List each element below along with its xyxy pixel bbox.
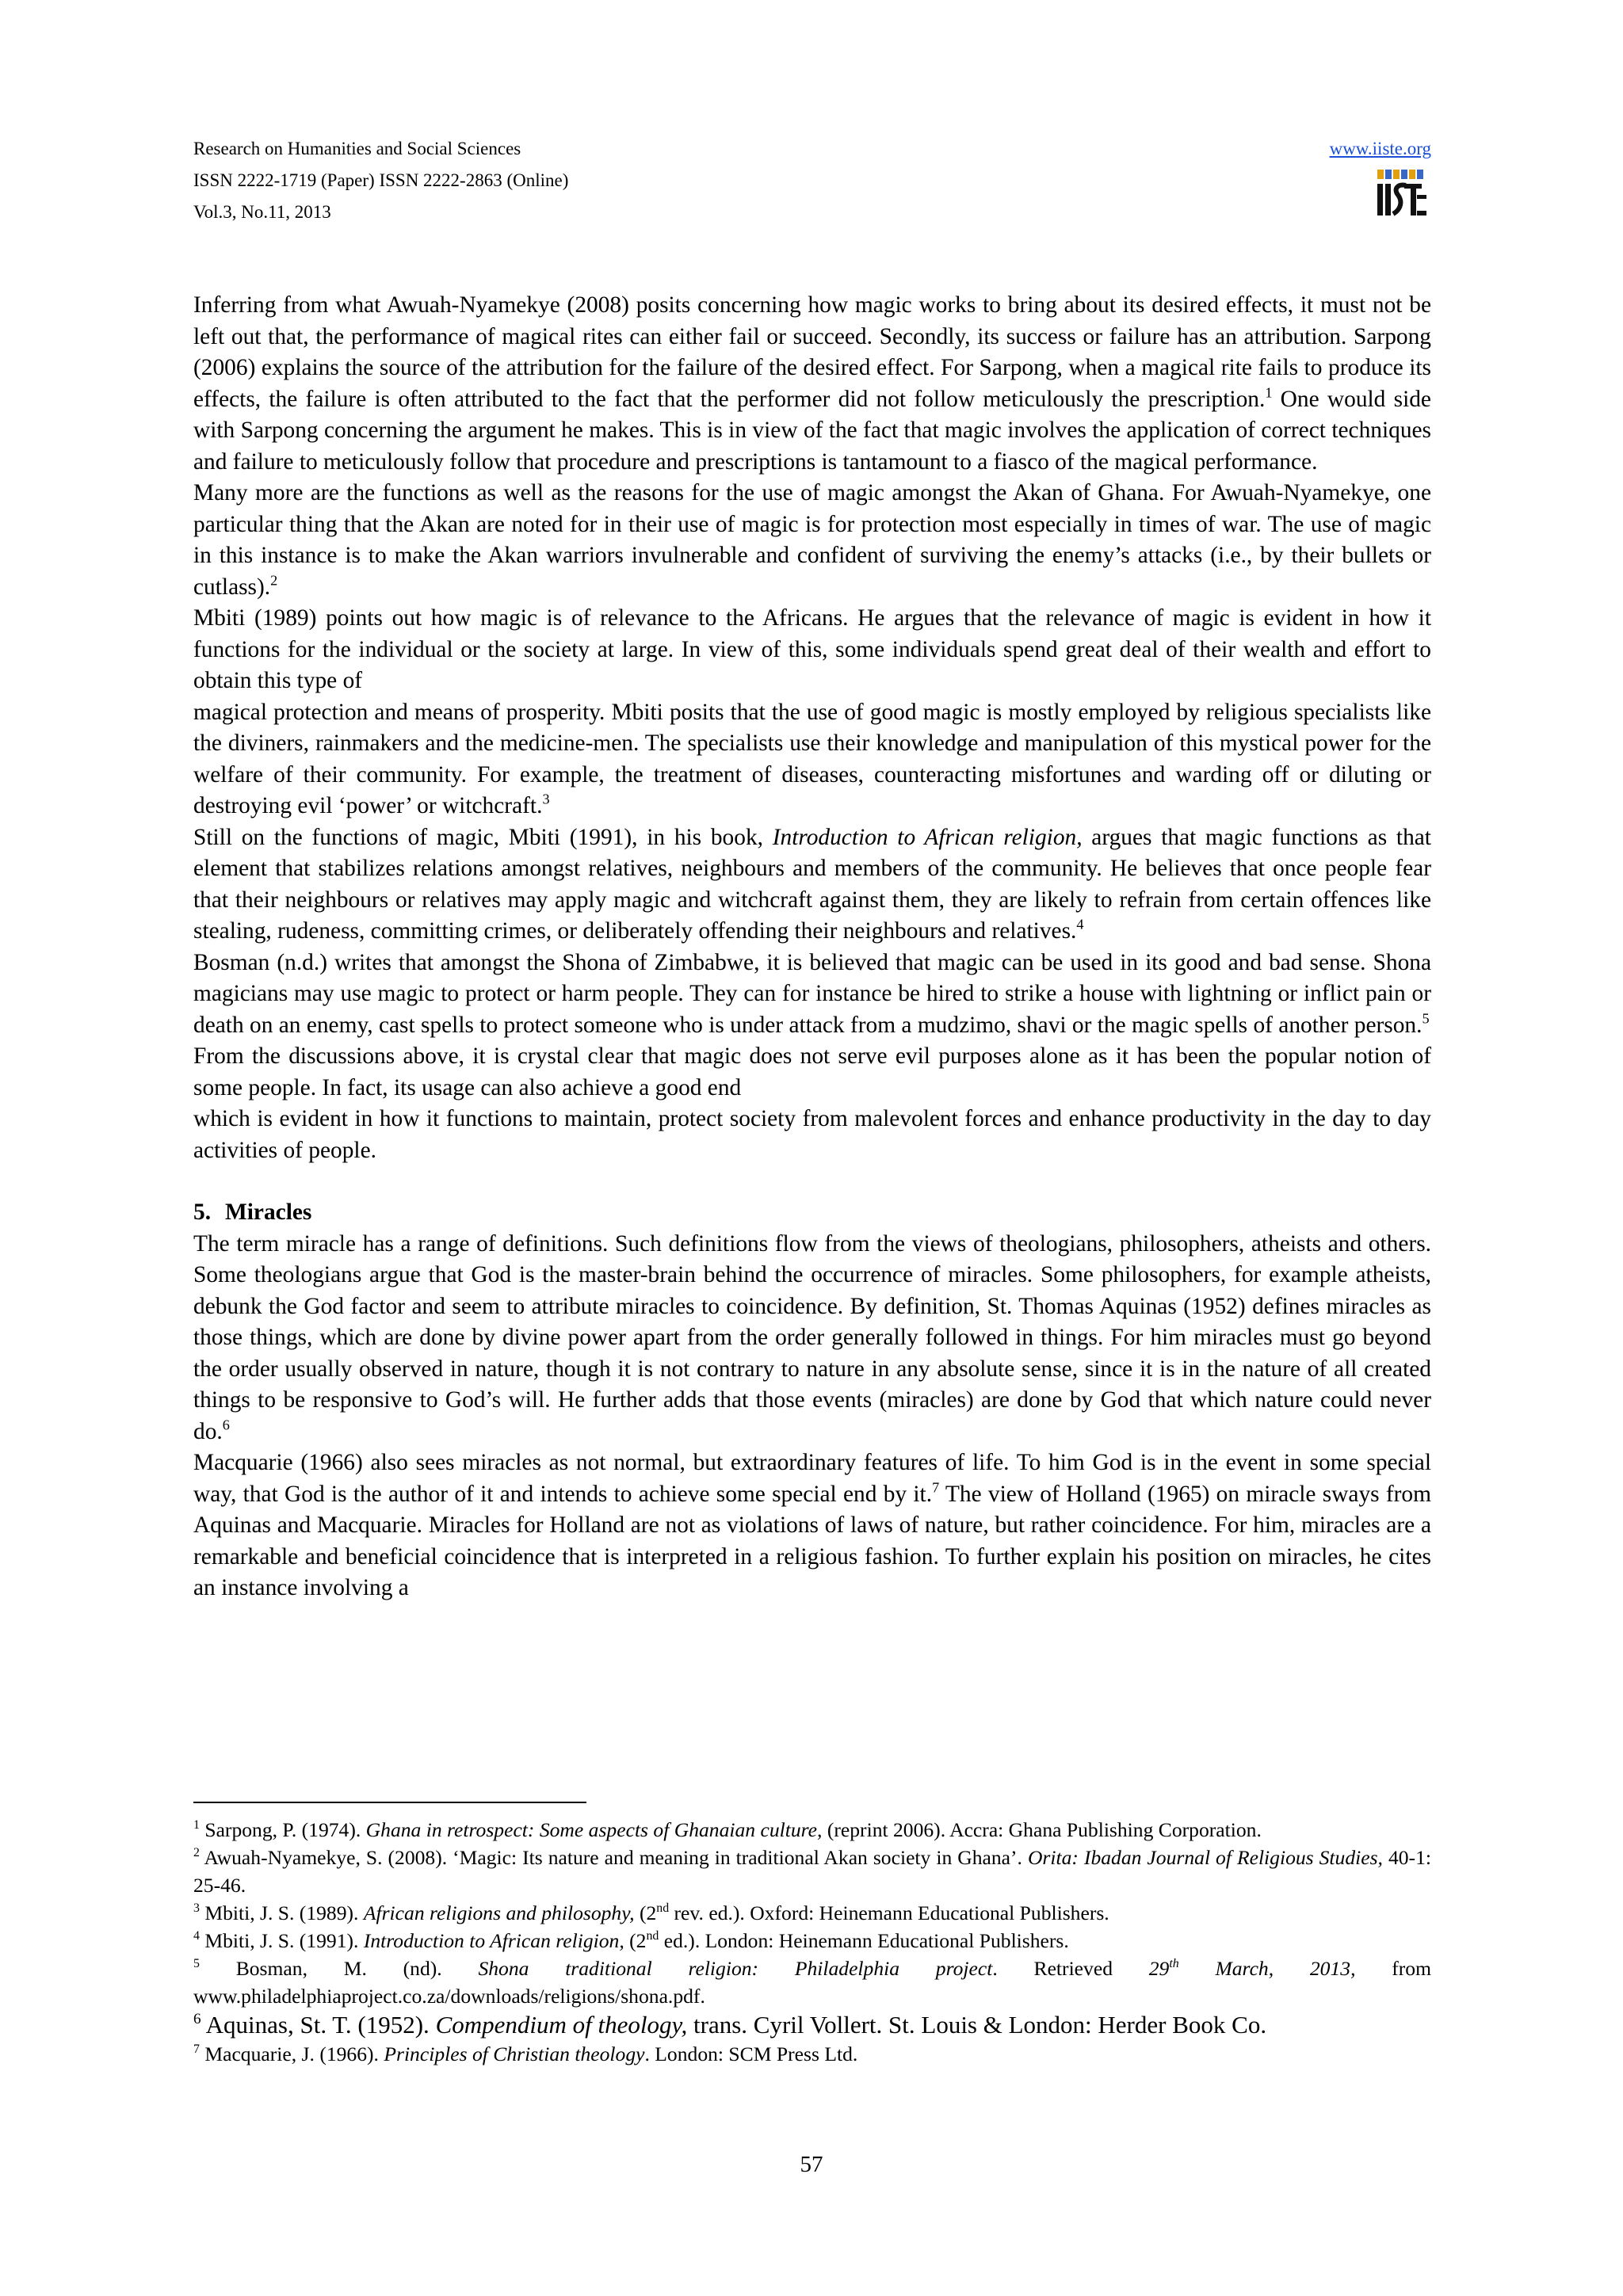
footnotes xyxy=(193,1816,1431,2068)
section-title: Miracles xyxy=(225,1199,312,1225)
paragraph-6: Bosman (n.d.) writes that amongst the Shona of Zimbabwe, it is believed that magic can be used in its good and bad sense. Shona magicians may use magic to protect or harm people. They can for instance be hired to strike a house with lightning or inflict pain or death on an enemy, cast spells to protect someone who is under attack from a mudzimo, shavi or the magic spells of another person.$^5$ xyxy=(193,949,1431,1038)
paragraph-5: Still on the functions of magic, Mbiti (1991), in his book, Introduction to African religion, argues that magic functions as that element that stabilizes relations amongst relatives, neighbours and members of the community. He believes that once people fear that their neighbours or relatives may apply magic and witchcraft against them, they are likely to refrain from certain offences like stealing, rudeness, committing crimes, or deliberately offending their neighbours and relatives.$^4$ xyxy=(193,824,1431,944)
paragraph-1: Inferring from what Awuah-Nyamekye (2008) posits concerning how magic works to bring about its desired effects, it must not be left out that, the performance of magical rites can either fail or succeed. Secondly, its success or failure has an attribution. Sarpong (2006) explains the source of the attribution for the failure of the desired effect. For Sarpong, when a magical rite fails to produce its effects, the failure is often attributed to the fact that the performer did not follow meticulously the prescription.$^1$ One would side with Sarpong concerning the argument he makes. This is in view of the fact that magic involves the application of correct techniques and failure to meticulously follow that procedure and prescriptions is tantamount to a fiasco of the magical performance. xyxy=(193,292,1431,475)
footnote-4: $^4$ Mbiti, J. S. (1991). Introduction to African religion, (2nd ed.). London: Heinemann Educational Publishers. xyxy=(193,1929,1069,1952)
footnote-ref-1[interactable]: 1 xyxy=(1265,384,1273,401)
paragraph-9: The term miracle has a range of definitions. Such definitions flow from the views of theologians, philosophers, atheists and others. Some theologians argue that God is the master-brain behind the occurrence of miracles. Some philosophers, for example atheists, debunk the God factor and seem to attribute miracles to coincidence. By definition, St. Thomas Aquinas (1952) defines miracles as those things, which are done by divine power apart from the order generally followed in things. For him miracles must go beyond the order usually observed in nature, though it is not contrary to nature in any absolute sense, since it is in the nature of all created things to be responsive to God’s will. He further adds that those events (miracles) are done by God that which nature could never do.$^6$ xyxy=(193,1230,1431,1444)
footnote-ref-5[interactable]: 5 xyxy=(1422,1010,1430,1027)
footnote-ref-7[interactable]: 7 xyxy=(932,1479,940,1496)
footnote-1: $^1$ Sarpong, P. (1974). Ghana in retrospect: Some aspects of Ghanaian culture, (reprint 2006). Accra: Ghana Publishing Corporation. xyxy=(193,1818,1262,1841)
footnote-5: $^5$ Bosman, M. (nd). Shona traditional religion: Philadelphia project. Retrieved 29th March, 2013, from xyxy=(193,1957,1431,1980)
paragraph-2: Many more are the functions as well as the reasons for the use of magic amongst the Akan of Ghana. For Awuah-Nyamekye, one particular thing that the Akan are noted for in their use of magic is for protection most especially in times of war. The use of magic in this instance is to make the Akan warriors invulnerable and confident of surviving the enemy’s attacks (i.e., by their bullets or cutlass).$^2$ xyxy=(193,480,1431,600)
footnote-7: $^7$ Macquarie, J. (1966). Principles of Christian theology. London: SCM Press Ltd. xyxy=(193,2042,858,2065)
footnote-6: $^6$ Aquinas, St. T. (1952). Compendium of theology, trans. Cyril Vollert. St. Louis & London: Herder Book Co. xyxy=(193,2011,1267,2039)
iiste-logo xyxy=(1374,168,1428,217)
journal-title: Research on Humanities and Social Sciences xyxy=(193,139,521,158)
footnote-separator xyxy=(193,1802,586,1803)
page-header xyxy=(193,133,1431,228)
journal-volume: Vol.3, No.11, 2013 xyxy=(193,202,331,222)
section-number: 5. xyxy=(193,1199,212,1225)
paragraph-10: Macquarie (1966) also sees miracles as not normal, but extraordinary features of life. To him God is in the event in some special way, that God is the author of it and intends to achieve some special end by it.$^7$ The view of Holland (1965) on miracle sways from Aquinas and Macquarie. Miracles for Holland are not as violations of laws of nature, but rather coincidence. For him, miracles are a remarkable and beneficial coincidence that is interpreted in a religious fashion. To further explain his position on miracles, he cites an instance involving a xyxy=(193,1450,1431,1600)
footnote-2: $^2$ Awuah-Nyamekye, S. (2008). ‘Magic: Its nature and meaning in traditional Akan society in Ghana’. Orita: Ibadan Journal of Religious Studies, 40-1: 25-46. xyxy=(193,1846,1431,1897)
footnote-ref-3[interactable]: 3 xyxy=(542,791,550,807)
paragraph-3: Mbiti (1989) points out how magic is of relevance to the Africans. He argues that the relevance of magic is evident in how it functions for the individual or the society at large. In view of this, some individuals spend great deal of their wealth and effort to obtain this type of xyxy=(193,605,1431,693)
footnote-ref-2[interactable]: 2 xyxy=(270,572,278,589)
page-number: 57 xyxy=(800,2152,823,2177)
paragraph-4: magical protection and means of prosperity. Mbiti posits that the use of good magic is mostly employed by religious specialists like the diviners, rainmakers and the medicine-men. The specialists use their knowledge and manipulation of this mystical power for the welfare of their community. For example, the treatment of diseases, counteracting misfortunes and warding off or diluting or destroying evil ‘power’ or witchcraft.$^3$ xyxy=(193,699,1431,818)
journal-url-link[interactable]: www.iiste.org xyxy=(1329,139,1431,158)
footnote-ref-4[interactable]: 4 xyxy=(1076,916,1084,933)
footnote-ref-6[interactable]: 6 xyxy=(222,1417,230,1433)
paragraph-7: From the discussions above, it is crystal clear that magic does not serve evil purposes alone as it has been the popular notion of some people. In fact, its usage can also achieve a good end xyxy=(193,1043,1431,1100)
footnote-3: $^3$ Mbiti, J. S. (1989). African religions and philosophy, (2nd rev. ed.). Oxford: Heinemann Educational Publishers. xyxy=(193,1901,1109,1924)
section-heading-miracles xyxy=(193,1197,1431,1229)
journal-issn: ISSN 2222-1719 (Paper) ISSN 2222-2863 (Online) xyxy=(193,170,569,190)
article-body xyxy=(193,290,1431,1604)
footnote-5-url[interactable]: www.philadelphiaproject.co.za/downloads/religions/shona.pdf. xyxy=(193,1985,705,2008)
paragraph-8: which is evident in how it functions to maintain, protect society from malevolent forces and enhance productivity in the day to day activities of people. xyxy=(193,1106,1431,1163)
